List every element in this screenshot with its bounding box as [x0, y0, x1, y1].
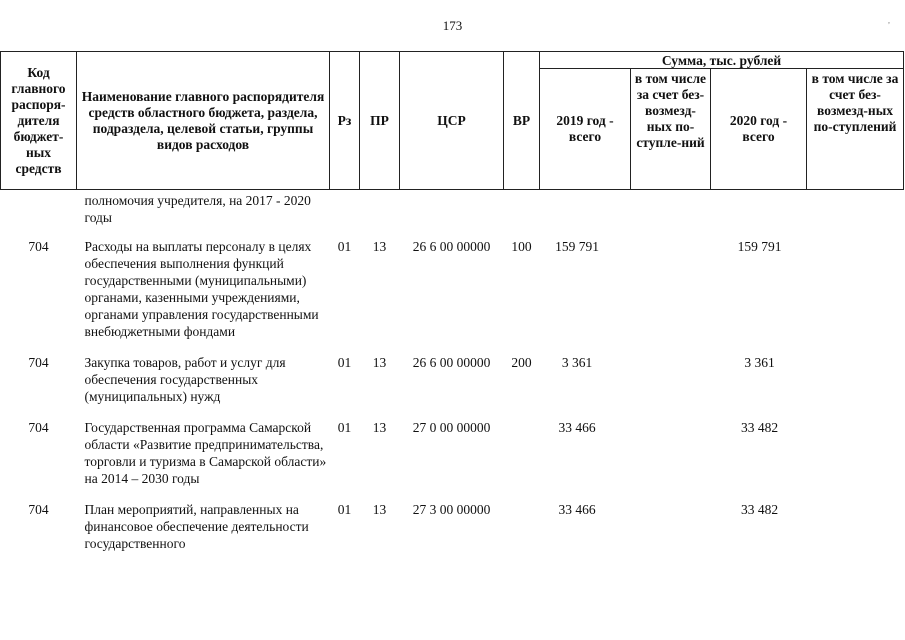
row-vr: [504, 419, 540, 501]
row-code: 704: [28, 239, 49, 254]
row-2019-total: 33 466: [558, 420, 596, 435]
row-rz: 01: [337, 239, 352, 254]
header-2020-free: в том числе за счет без-возмезд-ных по-ступлений: [807, 69, 904, 190]
row-2020-free: [807, 234, 904, 354]
row-2020-free: [807, 501, 904, 566]
header-2020-total: 2020 год - всего: [711, 69, 807, 190]
header-pr: ПР: [360, 52, 400, 190]
header-2019-free: в том числе за счет без-возмезд-ных по-ступле-ний: [631, 69, 711, 190]
row-name: Закупка товаров, работ и услуг для обеспечения государственных (муниципальных) нужд: [84, 355, 286, 404]
row-2020-free: [807, 419, 904, 501]
row-csr: 27 0 00 00000: [412, 420, 491, 435]
row-name: Расходы на выплаты персоналу в целях обеспечения выполнения функций государственными (муниципальными) органами, казенными учреждениями, органами управления государственными внебюджетными фондами: [84, 239, 319, 339]
row-2020-total: 159 791: [737, 239, 782, 254]
row-vr: 200: [511, 355, 532, 370]
table-row: [1, 501, 904, 566]
row-vr: 100: [511, 239, 532, 254]
table-row: [1, 419, 904, 501]
row-name: План мероприятий, направленных на финансовое обеспечение деятельности государственного: [84, 502, 309, 551]
row-csr: 27 3 00 00000: [412, 502, 491, 517]
row-csr: 26 6 00 00000: [412, 355, 491, 370]
table-row: [1, 234, 904, 354]
row-rz: 01: [337, 502, 352, 517]
row-2019-free: [631, 419, 711, 501]
row-pr: 13: [372, 239, 387, 254]
row-name: Государственная программа Самарской области «Развитие предпринимательства, торговли и туризма в Самарской области» на 2014 – 2030 годы: [84, 420, 327, 486]
row-pr: 13: [372, 355, 387, 370]
continuation-text: полномочия учредителя, на 2017 - 2020 годы: [84, 193, 311, 225]
row-2019-free: [631, 234, 711, 354]
table-row: [1, 354, 904, 419]
row-rz: 01: [337, 355, 352, 370]
header-name: Наименование главного распорядителя средств областного бюджета, раздела, подраздела, целевой статьи, группы видов расходов: [77, 52, 330, 190]
budget-table: [0, 51, 904, 566]
row-code: 704: [28, 420, 49, 435]
header-sum-group: Сумма, тыс. рублей: [540, 52, 904, 69]
row-pr: 13: [372, 502, 387, 517]
row-2019-total: 159 791: [555, 239, 599, 254]
row-code: 704: [28, 355, 49, 370]
row-2020-total: 3 361: [744, 355, 775, 370]
table-row-continuation: [1, 190, 904, 235]
row-pr: 13: [372, 420, 387, 435]
header-code: Код главного распоря-дителя бюджет-ных средств: [1, 52, 77, 190]
row-2019-free: [631, 354, 711, 419]
header-2019-total: 2019 год - всего: [540, 69, 631, 190]
row-code: 704: [28, 502, 49, 517]
header-rz: Рз: [330, 52, 360, 190]
row-csr: 26 6 00 00000: [412, 239, 491, 254]
row-2019-total: 3 361: [561, 355, 593, 370]
row-2019-total: 33 466: [558, 502, 596, 517]
row-2020-total: 33 482: [740, 502, 779, 517]
row-2020-total: 33 482: [740, 420, 779, 435]
header-csr: ЦСР: [400, 52, 504, 190]
header-vr: ВР: [504, 52, 540, 190]
row-2020-free: [807, 354, 904, 419]
row-rz: 01: [337, 420, 352, 435]
corner-mark: ,: [888, 16, 890, 25]
page-number: 173: [442, 18, 463, 33]
row-2019-free: [631, 501, 711, 566]
row-vr: [504, 501, 540, 566]
